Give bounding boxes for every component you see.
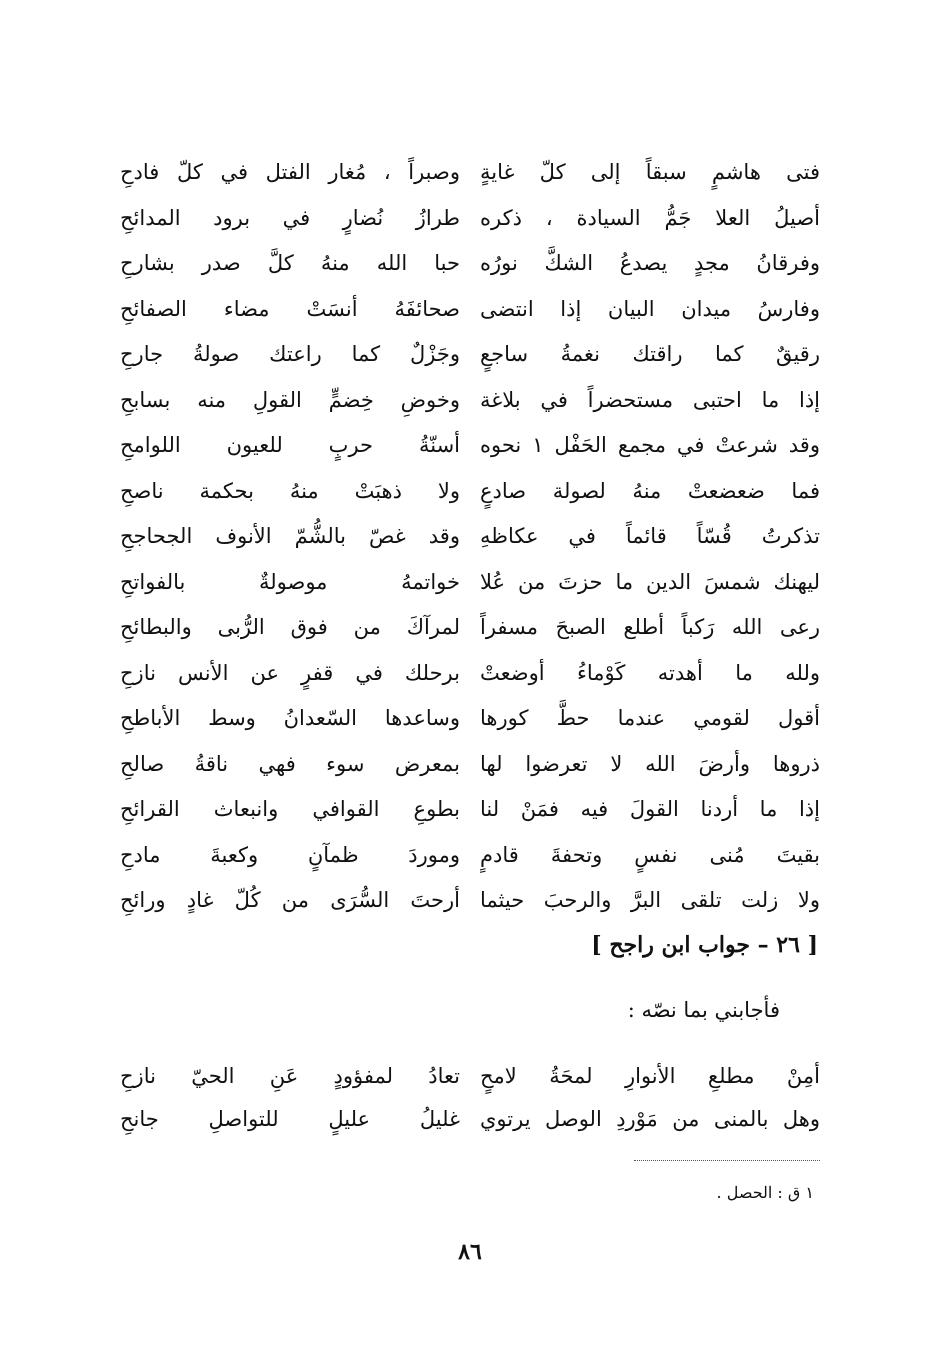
- verse-second-hemistich: بمعرض سوء فهي ناقةُ صالحِ: [120, 751, 460, 776]
- footnote-divider: [634, 1160, 820, 1161]
- verse-first-hemistich: أقول لقومي عندما حطَّ كورها: [480, 706, 820, 730]
- verse-first-hemistich: أصيلُ العلا جَمُّ السيادة ، ذكره: [480, 205, 820, 230]
- verse-first-hemistich: فما ضعضعتْ منهُ لصولة صادعٍ: [480, 478, 820, 503]
- verse-first-hemistich: إذا ما أردنا القولَ فيه فمَنْ لنا: [480, 797, 820, 821]
- verse-second-hemistich: تعادُ لمفؤودٍ عَنِ الحيّ نازحِ: [120, 1064, 460, 1088]
- verse-first-hemistich: ولله ما أهدته كَوْماءُ أوضعتْ: [480, 660, 820, 685]
- verse-second-hemistich: وموردَ ظمآنٍ وكعبةَ مادحِ: [120, 842, 460, 867]
- intro-line: فأجابني بما نصّه :: [627, 998, 780, 1022]
- verse-second-hemistich: وخوضِ خِضمٍّ القولِ منه بسابحِ: [120, 387, 460, 412]
- verse-first-hemistich: بقيتَ مُنى نفسٍ وتحفةَ قادمٍ: [480, 842, 820, 867]
- verse-second-hemistich: أرحتَ السُّرَى من كُلّ غادٍ ورائحِ: [120, 888, 460, 912]
- verse-first-hemistich: وهل بالمنى من مَوْردِ الوصل يرتوي: [480, 1107, 820, 1131]
- verse-second-hemistich: حبا الله منهُ كلَّ صدر بشارحِ: [120, 251, 460, 275]
- verse-second-hemistich: وساعدها السّعدانُ وسط الأباطحِ: [120, 706, 460, 730]
- poem-verses-top: [120, 150, 820, 924]
- verse-first-hemistich: رقيقٌ كما راقتك نغمةُ ساجعٍ: [480, 342, 820, 366]
- verse-first-hemistich: وقد شرعتْ في مجمع الحَفْل ١ نحوه: [480, 433, 820, 457]
- page-number: ٨٦: [458, 1239, 482, 1265]
- section-heading: [ ٢٦ – جواب ابن راجح ]: [591, 932, 818, 958]
- verse-first-hemistich: ليهنك شمسَ الدين ما حزتَ من عُلا: [480, 569, 820, 594]
- verse-second-hemistich: وصبراً ، مُغار الفتل في كلّ فادحِ: [120, 160, 460, 184]
- verse-first-hemistich: ذروها وأرضَ الله لا تعرضوا لها: [480, 751, 820, 776]
- verse-second-hemistich: وجَزْلٌ كما راعتك صولةُ جارحِ: [120, 342, 460, 366]
- verse-first-hemistich: رعى الله رَكباً أطلع الصبحَ مسفراً: [480, 615, 820, 639]
- verse-second-hemistich: أسنّةُ حربٍ للعيون اللوامحِ: [120, 433, 460, 457]
- verse-second-hemistich: غليلُ عليلٍ للتواصلِ جانحِ: [120, 1107, 460, 1131]
- verse-second-hemistich: بطوعِ القوافي وانبعاث القرائحِ: [120, 797, 460, 821]
- verse-first-hemistich: ولا زلت تلقى البرَّ والرحبَ حيثما: [480, 888, 820, 912]
- verse-second-hemistich: وقد غصّ بالشُّمّ الأنوف الجحاجحِ: [120, 524, 460, 548]
- verse-second-hemistich: صحائفَهُ أنسَتْ مضاء الصفائحِ: [120, 296, 460, 321]
- verse-first-hemistich: إذا ما احتبى مستحضراً في بلاغة: [480, 387, 820, 412]
- verse-first-hemistich: وفارسُ ميدان البيان إذا انتضى: [480, 296, 820, 321]
- verse-first-hemistich: فتى هاشمٍ سبقاً إلى كلّ غايةٍ: [480, 160, 820, 184]
- verse-second-hemistich: طرازُ نُضارٍ في برود المدائحِ: [120, 205, 460, 230]
- verse-second-hemistich: لمرآكَ من فوق الرُّبى والبطائحِ: [120, 615, 460, 639]
- verse-second-hemistich: ولا ذهبَتْ منهُ بحكمة ناصحِ: [120, 478, 460, 503]
- verse-second-hemistich: برحلك في قفرٍ عن الأنس نازحِ: [120, 660, 460, 685]
- verse-first-hemistich: تذكرتُ قُسّاً قائماً في عكاظهِ: [480, 524, 820, 548]
- verse-second-hemistich: خواتمهُ موصولةٌ بالفواتحِ: [120, 569, 460, 594]
- verse-first-hemistich: وفرقانُ مجدٍ يصدعُ الشكَّ نورُه: [480, 251, 820, 275]
- poem-verses-bottom: [120, 1055, 820, 1141]
- verse-first-hemistich: أمِنْ مطلعِ الأنوارِ لمحَةُ لامحٍ: [480, 1064, 820, 1088]
- footnote: ١ ق : الحصل .: [716, 1183, 814, 1202]
